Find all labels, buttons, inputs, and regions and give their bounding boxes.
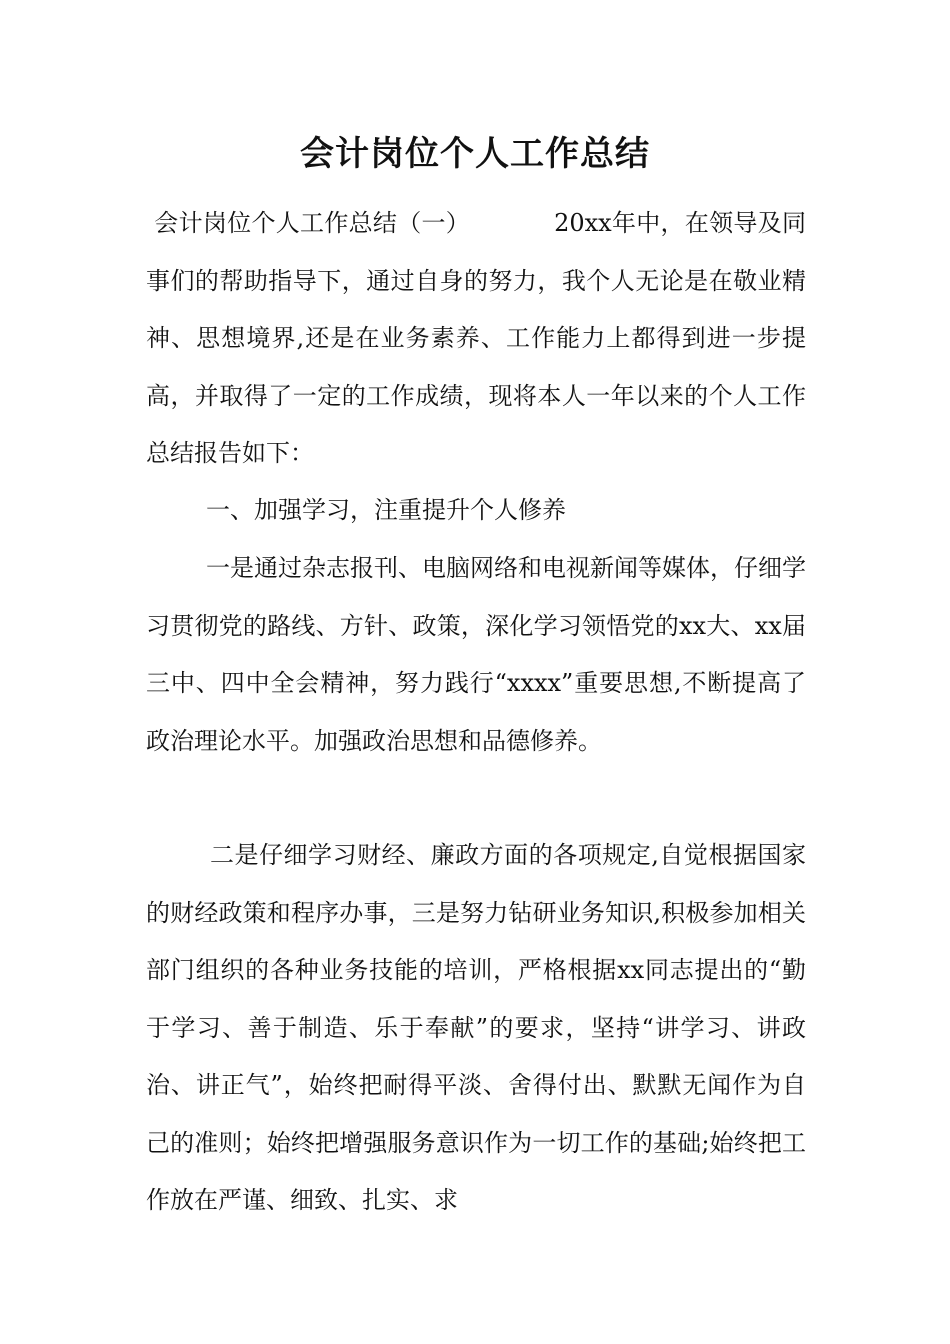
intro-text: 20xx年中，在领导及同事们的帮助指导下，通过自身的努力，我个人无论是在敬业精神、思想境界,还是在业务素养、工作能力上都得到进一步提高，并取得了一定的工作成绩，现将本人一年以来的个人工作总结报告如下： bbox=[146, 209, 807, 467]
intro-paragraph bbox=[146, 195, 806, 483]
document-title: 会计岗位个人工作总结 bbox=[300, 134, 650, 174]
section-heading: 一、加强学习，注重提升个人修养 bbox=[206, 496, 566, 524]
body-paragraph-2: 二是仔细学习财经、廉政方面的各项规定,自觉根据国家的财经政策和程序办事，三是努力钻研业务知识,积极参加相关部门组织的各种业务技能的培训，严格根据xx同志提出的“勤于学习、善于制造、乐于奉献”的要求，坚持“讲学习、讲政治、讲正气”，始终把耐得平淡、舍得付出、默默无闻作为自己的准则；始终把增强服务意识作为一切工作的基础;始终把工作放在严谨、细致、扎实、求 bbox=[146, 841, 806, 1214]
intro-heading: 会计岗位个人工作总结（一） bbox=[154, 209, 471, 237]
body-paragraph-1: 一是通过杂志报刊、电脑网络和电视新闻等媒体，仔细学习贯彻党的路线、方针、政策，深化学习领悟党的xx大、xx届三中、四中全会精神，努力践行“xxxx”重要思想,不断提高了政治理论水平。加强政治思想和品德修养。 bbox=[146, 554, 806, 755]
